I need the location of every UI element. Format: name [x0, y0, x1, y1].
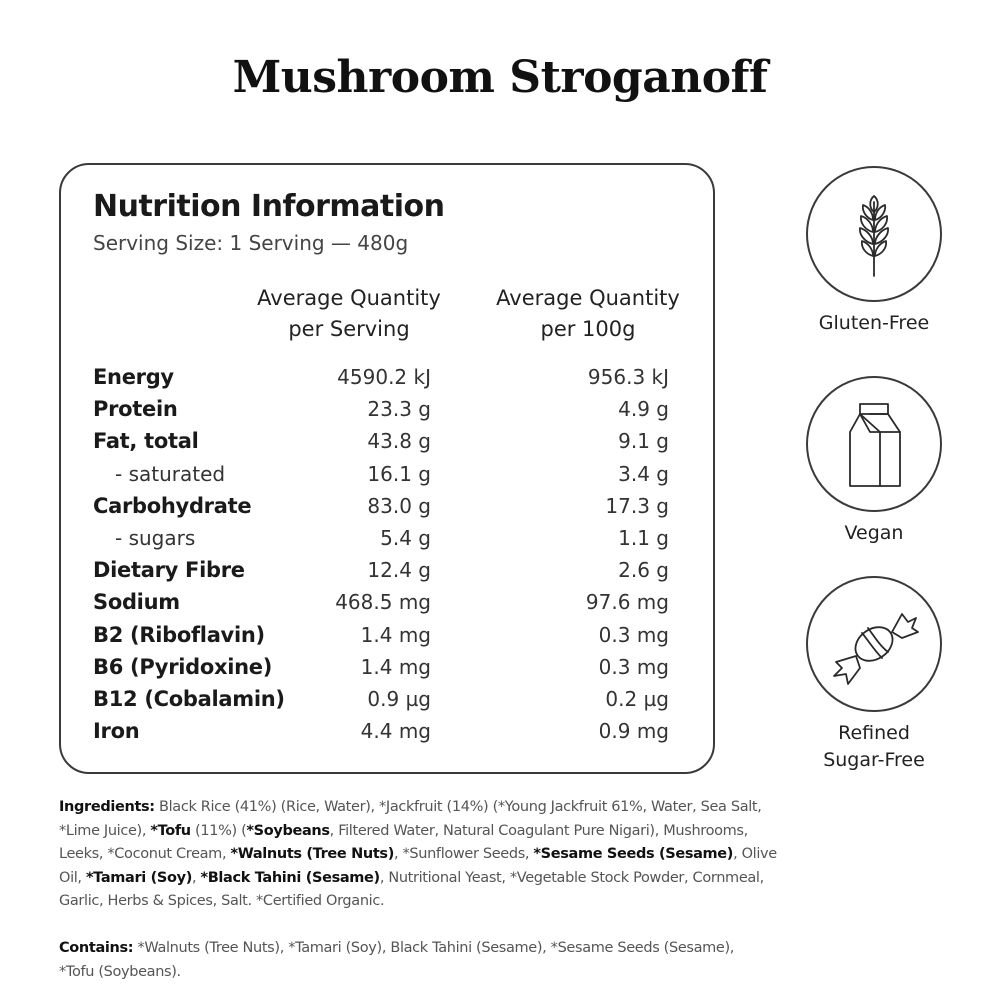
contains-list: *Walnuts (Tree Nuts), *Tamari (Soy), Black Tahini (Sesame), *Sesame Seeds (Sesame), *Tofu (Soybeans).: [59, 940, 735, 980]
per-serving-value: 23.3 g: [367, 397, 431, 422]
nutrition-row: [93, 554, 703, 586]
badge-gluten-free: [806, 166, 942, 337]
nutrition-row: [93, 522, 703, 554]
milk-carton-icon: [808, 378, 940, 510]
ingredients-allergen: *Soybeans: [246, 822, 330, 839]
nutrient-label: Energy: [93, 365, 174, 389]
nutrition-row: [93, 361, 703, 393]
per-100g-value: 0.3 mg: [598, 622, 669, 647]
per-serving-value: 1.4 mg: [360, 654, 431, 679]
ingredients-allergen: *Sesame Seeds (Sesame): [533, 846, 734, 862]
badge-circle: [806, 576, 942, 712]
ingredients-allergen: *Walnuts (Tree Nuts): [230, 846, 394, 862]
nutrient-label: Fat, total: [93, 429, 199, 454]
column-header-line: per Serving: [288, 317, 410, 341]
nutrient-label: B12 (Cobalamin): [93, 686, 285, 711]
nutrition-row: [93, 683, 703, 715]
per-100g-value: 97.6 mg: [585, 590, 669, 615]
contains-text: [59, 937, 759, 984]
page-title: Mushroom Stroganoff: [232, 52, 768, 103]
per-100g-value: 2.6 g: [618, 558, 669, 583]
column-header-line: Average Quantity: [257, 286, 441, 310]
per-100g-value: 0.2 µg: [605, 686, 669, 711]
per-100g-value: 4.9 g: [618, 397, 669, 422]
ingredients-text: [59, 796, 779, 914]
badge-circle: [806, 376, 942, 512]
nutrition-row: [93, 651, 703, 683]
per-serving-value: 43.8 g: [367, 429, 431, 454]
column-header-per-serving: [249, 283, 449, 345]
nutrient-sublabel: - saturated: [115, 461, 226, 486]
nutrition-rows: [93, 361, 703, 747]
badge-label: Refined Sugar-Free: [823, 722, 925, 771]
ingredients-part: (11%) (: [190, 822, 247, 839]
column-header-line: per 100g: [540, 317, 636, 341]
badge-vegan: [806, 376, 942, 547]
ingredients-allergen: *Tofu: [150, 822, 191, 839]
nutrient-label: Sodium: [93, 590, 180, 615]
per-serving-value: 12.4 g: [367, 558, 431, 583]
per-serving-value: 1.4 mg: [360, 622, 431, 647]
nutrition-row: [93, 715, 703, 747]
nutrient-label: Carbohydrate: [93, 493, 252, 518]
nutrition-heading: Nutrition Information: [93, 189, 445, 224]
nutrient-label: B6 (Pyridoxine): [93, 654, 273, 679]
nutrition-row: [93, 490, 703, 522]
ingredients-part: , *Sunflower Seeds,: [393, 846, 534, 862]
ingredients-part: Black Rice (41%) (Rice, Water), *Jackfruit (14%) (*Young Jackfruit 61%, Water, Sea Salt, *Lime Juice),: [59, 799, 762, 839]
nutrient-label: Protein: [93, 397, 178, 422]
nutrient-label: B2 (Riboflavin): [93, 622, 265, 647]
per-100g-value: 3.4 g: [618, 461, 669, 486]
ingredients-label: Ingredients:: [59, 799, 155, 815]
per-100g-value: 17.3 g: [605, 493, 669, 518]
ingredients-part: ,: [191, 869, 201, 886]
nutrition-row: [93, 425, 703, 457]
per-100g-value: 956.3 kJ: [587, 365, 669, 389]
contains-label: Contains:: [59, 940, 134, 956]
candy-icon: [808, 578, 940, 710]
ingredients-allergen: *Tamari (Soy): [85, 869, 192, 886]
badge-label: Gluten-Free: [818, 312, 930, 334]
wheat-icon: [808, 168, 940, 300]
nutrient-label: Iron: [93, 719, 140, 744]
per-serving-value: 4.4 mg: [360, 719, 431, 744]
nutrition-row: [93, 393, 703, 425]
ingredients-allergen: *Black Tahini (Sesame): [200, 869, 380, 886]
badge-label: Vegan: [844, 522, 904, 544]
badge-circle: [806, 166, 942, 302]
ingredients-part: , Olive Oil,: [59, 846, 777, 886]
nutrition-row: [93, 586, 703, 618]
badge-refined-sugar-free: [806, 576, 942, 774]
per-100g-value: 9.1 g: [618, 429, 669, 454]
nutrient-sublabel: - sugars: [115, 525, 196, 550]
per-100g-value: 0.3 mg: [598, 654, 669, 679]
per-serving-value: 16.1 g: [367, 461, 431, 486]
per-serving-value: 468.5 mg: [335, 590, 431, 615]
nutrient-label: Dietary Fibre: [93, 558, 245, 583]
per-100g-value: 0.9 mg: [598, 719, 669, 744]
per-serving-value: 4590.2 kJ: [337, 365, 431, 389]
ingredients-part: , Filtered Water, Natural Coagulant Pure Nigari), Mushrooms, Leeks, *Coconut Cream,: [59, 822, 748, 862]
column-header-line: Average Quantity: [496, 286, 680, 310]
nutrition-row: [93, 458, 703, 490]
nutrition-row: [93, 619, 703, 651]
nutrition-panel: [59, 163, 715, 774]
ingredients-part: , Nutritional Yeast, *Vegetable Stock Powder, Cornmeal, Garlic, Herbs & Spices, Salt. *Certified Organic.: [59, 869, 764, 909]
column-header-per-100g: [485, 283, 691, 345]
per-serving-value: 5.4 g: [380, 525, 431, 550]
serving-size: Serving Size: 1 Serving — 480g: [93, 231, 409, 255]
per-100g-value: 1.1 g: [618, 525, 669, 550]
per-serving-value: 0.9 µg: [367, 686, 431, 711]
per-serving-value: 83.0 g: [367, 493, 431, 518]
